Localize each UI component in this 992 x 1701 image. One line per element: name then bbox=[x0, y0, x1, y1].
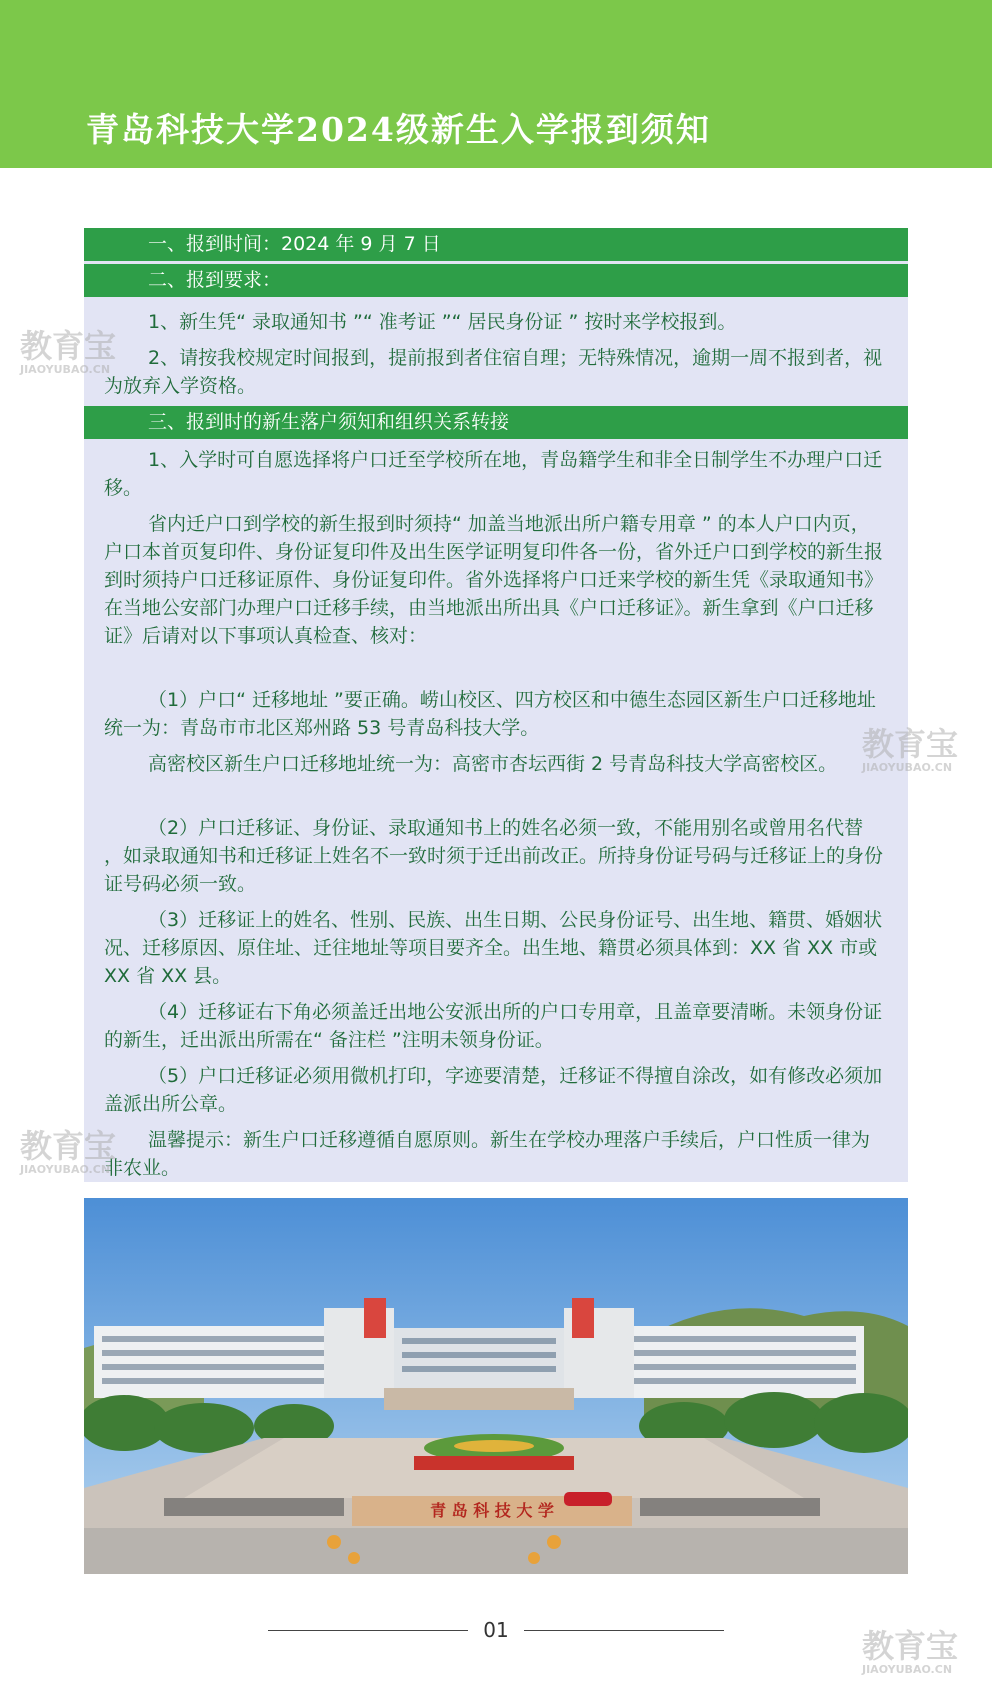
household-para-6: （3）迁移证上的姓名、性别、民族、出生日期、公民身份证号、出生地、籍贯、婚姻状况、迁移原因、原住址、迁往地址等项目要齐全。出生地、籍贯必须具体到：XX 省 XX 市或 XX 省 XX 县。 bbox=[104, 909, 883, 987]
watermark: 教育宝 JIAOYUBAO.CN bbox=[20, 327, 117, 376]
footer-rule-right bbox=[524, 1630, 724, 1631]
campus-photo bbox=[84, 1198, 908, 1574]
requirement-item-1: 1、新生凭“ 录取通知书 ”“ 准考证 ”“ 居民身份证 ” 按时来学校报到。 bbox=[148, 311, 737, 333]
footer-rule-left bbox=[268, 1630, 468, 1631]
household-para-1: 1、入学时可自愿选择将户口迁至学校所在地，青岛籍学生和非全日制学生不办理户口迁移。 bbox=[104, 449, 883, 499]
campus-gate-sign: 青 岛 科 技 大 学 bbox=[430, 1501, 554, 1520]
section-heading-time: 一、报到时间：2024 年 9 月 7 日 bbox=[84, 228, 908, 261]
page-number: 01 bbox=[483, 1618, 509, 1642]
watermark: 教育宝 JIAOYUBAO.CN bbox=[862, 725, 959, 774]
household-para-2: 省内迁户口到学校的新生报到时须持“ 加盖当地派出所户籍专用章 ” 的本人户口内页，户口本首页复印件、身份证复印件及出生医学证明复印件各一份，省外迁户口到学校的新生报到时须持户口迁移证原件、身份证复印件。省外选择将户口迁来学校的新生凭《录取通知书》在当地公安部门办理户口迁移手续，由当地派出所出具《户口迁移证》。新生拿到《户口迁移证》后请对以下事项认真检查、核对： bbox=[104, 513, 884, 647]
household-para-8: （5）户口迁移证必须用微机打印，字迹要清楚，迁移证不得擅自涂改，如有修改必须加盖派出所公章。 bbox=[104, 1065, 883, 1115]
requirement-item-2: 2、请按我校规定时间报到，提前报到者住宿自理；无特殊情况，逾期一周不报到者，视为放弃入学资格。 bbox=[104, 347, 883, 397]
section-heading-household: 三、报到时的新生落户须知和组织关系转接 bbox=[84, 406, 908, 439]
watermark: 教育宝 JIAOYUBAO.CN bbox=[20, 1127, 117, 1176]
household-para-3: （1）户口“ 迁移地址 ”要正确。崂山校区、四方校区和中德生态园区新生户口迁移地址统一为：青岛市市北区郑州路 53 号青岛科技大学。 bbox=[104, 689, 876, 739]
watermark: 教育宝 JIAOYUBAO.CN bbox=[862, 1627, 959, 1676]
household-para-4: 高密校区新生户口迁移地址统一为：高密市杏坛西街 2 号青岛科技大学高密校区。 bbox=[148, 753, 838, 775]
section-heading-requirements: 二、报到要求： bbox=[84, 264, 908, 297]
household-para-7: （4）迁移证右下角必须盖迁出地公安派出所的户口专用章，且盖章要清晰。未领身份证的新生，迁出派出所需在“ 备注栏 ”注明未领身份证。 bbox=[104, 1001, 883, 1051]
household-para-5: （2）户口迁移证、身份证、录取通知书上的姓名必须一致，不能用别名或曾用名代替 ，如录取通知书和迁移证上姓名不一致时须于迁出前改正。所持身份证号码与迁移证上的身份证号码必须一致。 bbox=[104, 817, 884, 895]
header-banner bbox=[0, 0, 992, 168]
page-title: 青岛科技大学2024级新生入学报到须知 bbox=[86, 110, 711, 149]
household-tip: 温馨提示：新生户口迁移遵循自愿原则。新生在学校办理落户手续后，户口性质一律为非农业。 bbox=[104, 1129, 871, 1179]
